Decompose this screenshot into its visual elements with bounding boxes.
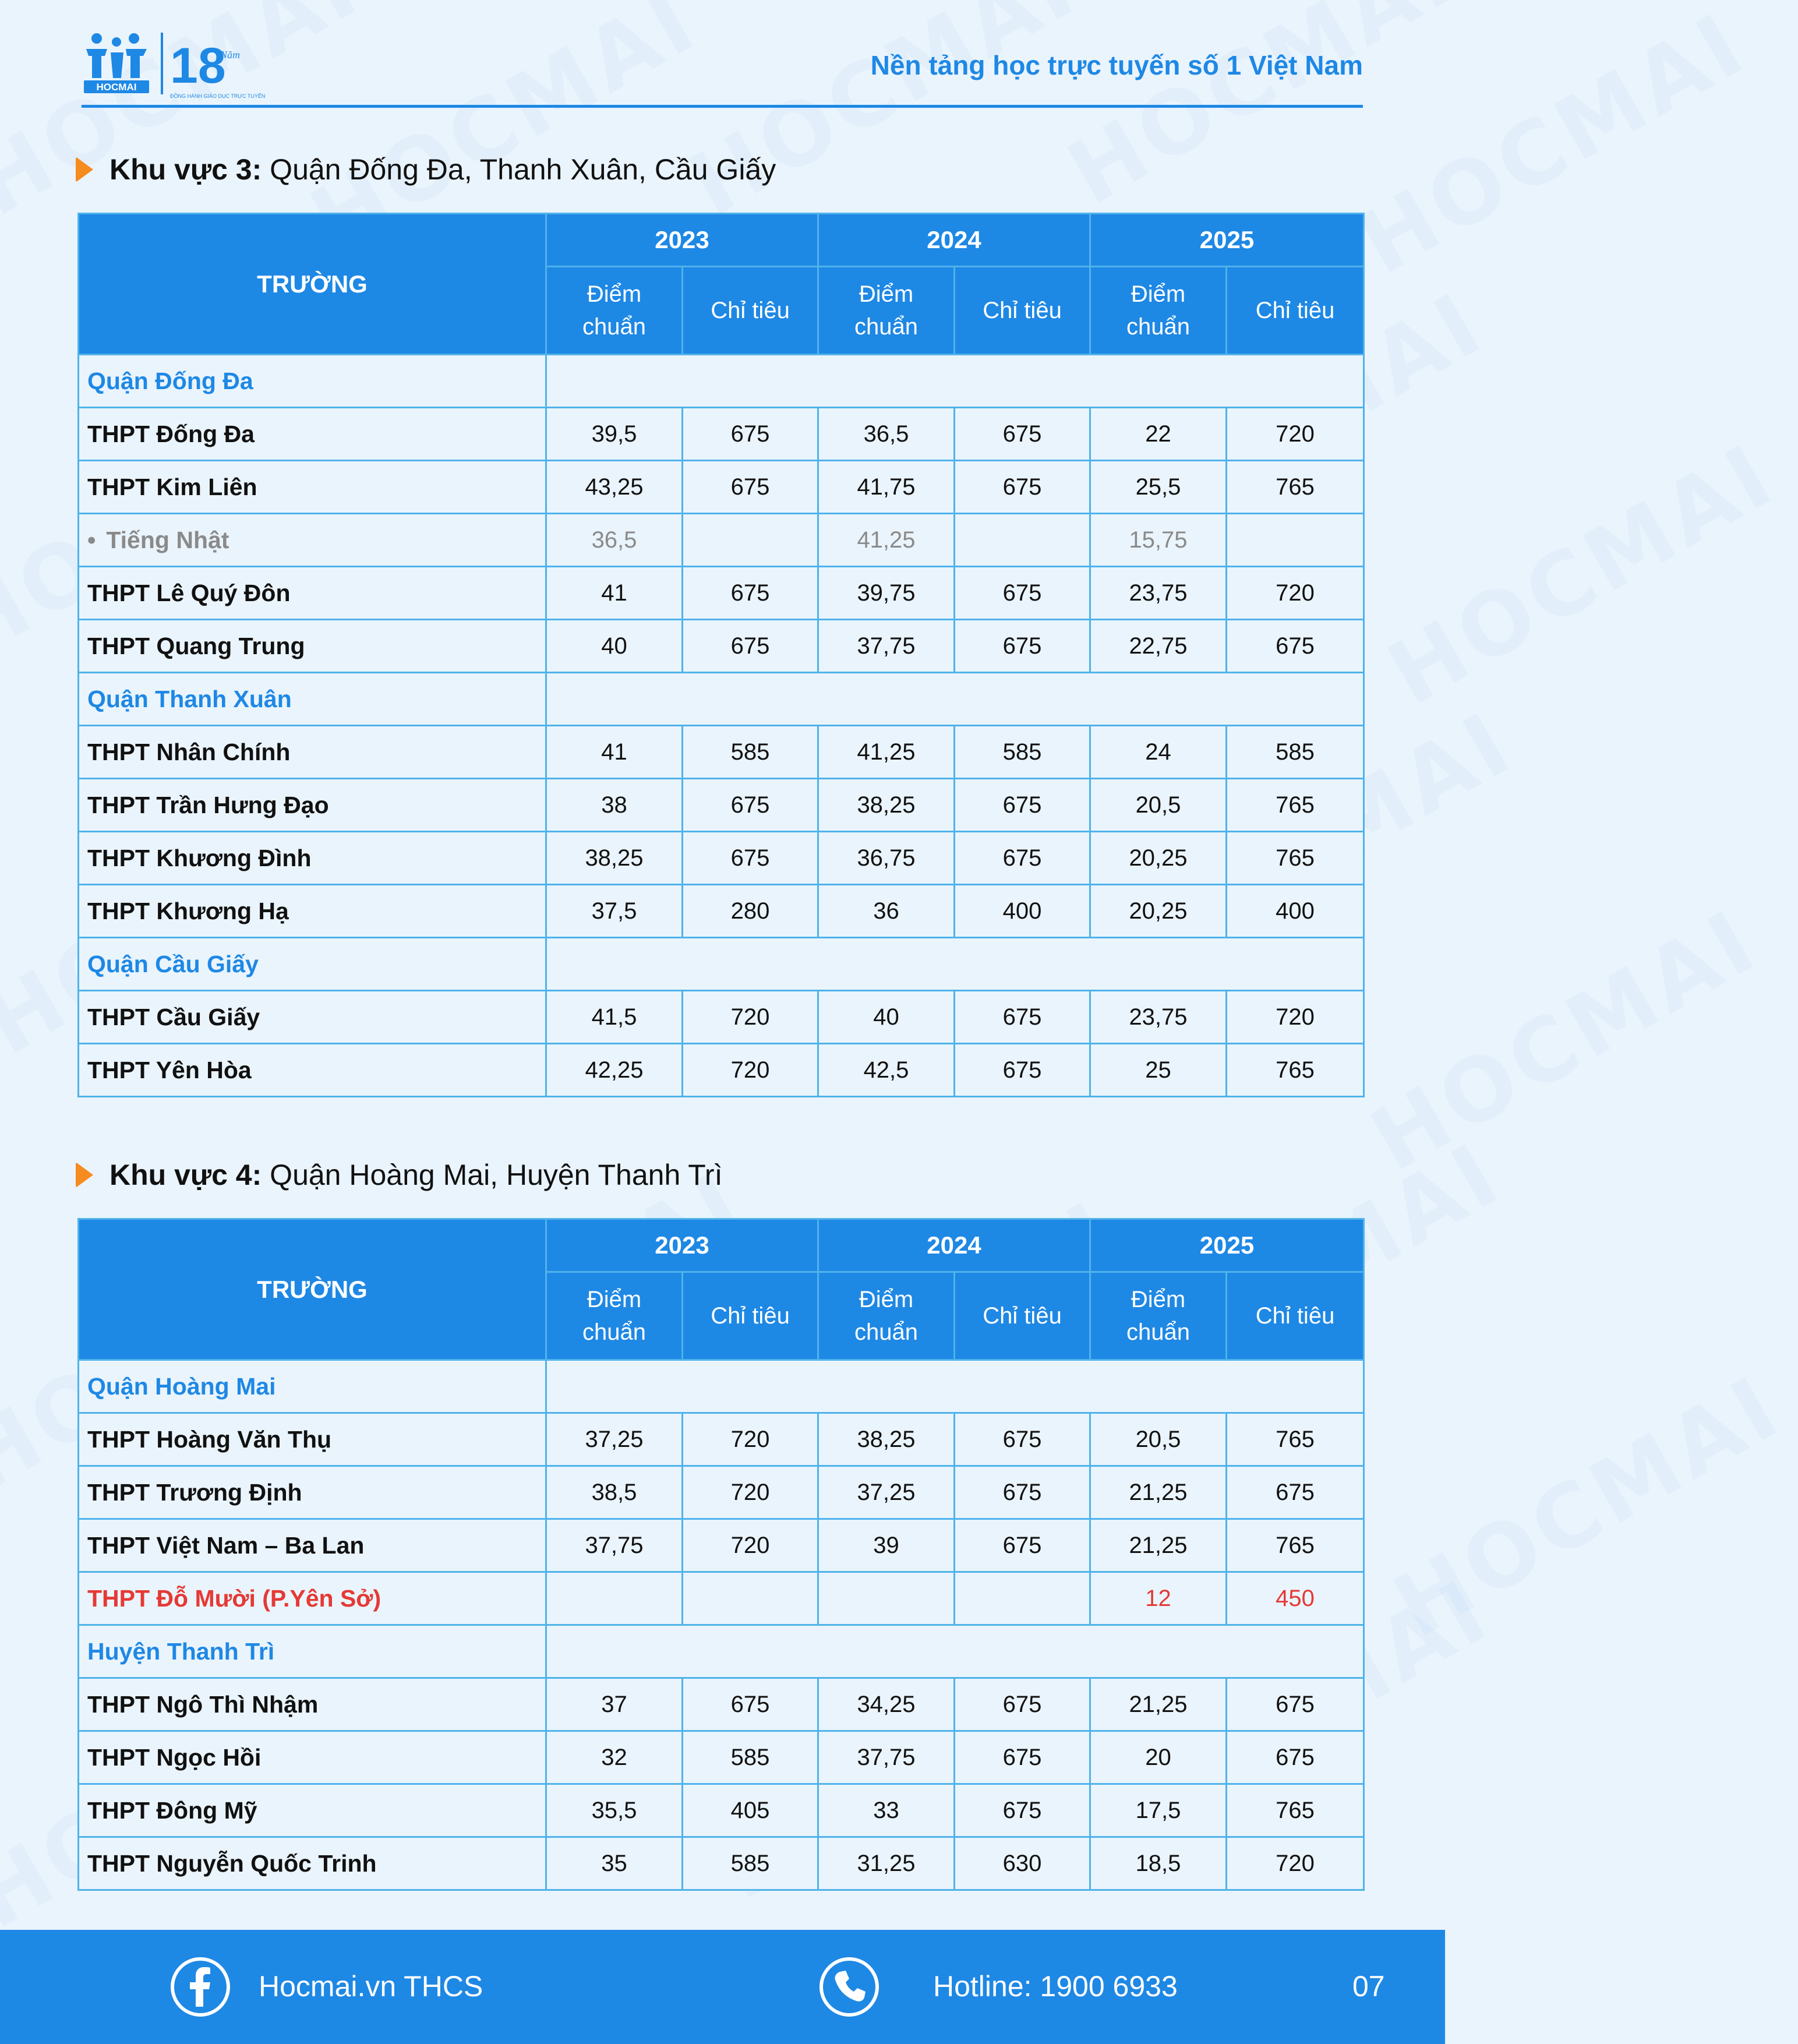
district-row bbox=[79, 1360, 1364, 1413]
school-name bbox=[79, 991, 546, 1044]
row-label: THPT Ngô Thì Nhậm bbox=[87, 1690, 319, 1718]
quota-cell: 675 bbox=[955, 620, 1090, 673]
watermark-text bbox=[1372, 425, 1792, 726]
score-cell: 35,5 bbox=[546, 1784, 683, 1837]
school-name bbox=[79, 1519, 546, 1572]
table-row bbox=[79, 1678, 1364, 1731]
quota-cell: 720 bbox=[1227, 991, 1364, 1044]
score-cell: 36,75 bbox=[818, 832, 955, 885]
table-row bbox=[79, 1466, 1364, 1519]
phone-icon[interactable] bbox=[819, 1957, 879, 2017]
row-label: Quận Cầu Giấy bbox=[87, 950, 259, 977]
quota-cell: 675 bbox=[1227, 1466, 1364, 1519]
score-cell: 36 bbox=[818, 885, 955, 938]
score-header-line1: Điểm bbox=[587, 281, 642, 307]
header-tagline: Nền tảng học trực tuyến số 1 Việt Nam bbox=[870, 50, 1363, 80]
table-row bbox=[79, 1044, 1364, 1097]
quota-cell: 765 bbox=[1227, 1784, 1364, 1837]
score-cell: 20,5 bbox=[1090, 779, 1227, 832]
row-label: THPT Đông Mỹ bbox=[87, 1796, 257, 1824]
page-footer bbox=[0, 1930, 1445, 2044]
score-cell: 37,75 bbox=[818, 1731, 955, 1784]
quota-cell: 765 bbox=[1227, 1413, 1364, 1466]
quota-cell: 675 bbox=[1227, 1678, 1364, 1731]
quota-cell: 675 bbox=[955, 567, 1090, 620]
district-row bbox=[79, 673, 1364, 726]
empty-cell bbox=[546, 1360, 1364, 1413]
row-label: THPT Quang Trung bbox=[87, 632, 305, 659]
page-number: 07 bbox=[1352, 1970, 1385, 2003]
score-cell: 41,5 bbox=[546, 991, 683, 1044]
quota-cell: 630 bbox=[955, 1837, 1090, 1890]
year-header: 2024 bbox=[818, 1219, 1090, 1272]
district-name bbox=[79, 938, 546, 991]
quota-cell: 720 bbox=[683, 1519, 818, 1572]
score-cell: 38,25 bbox=[546, 832, 683, 885]
hocmai-logo bbox=[82, 29, 266, 105]
empty-cell bbox=[546, 938, 1364, 991]
score-cell: 40 bbox=[818, 991, 955, 1044]
school-name bbox=[79, 726, 546, 779]
school-name bbox=[79, 620, 546, 673]
quota-cell: 765 bbox=[1227, 779, 1364, 832]
table-row bbox=[79, 514, 1364, 567]
score-cell: 20,5 bbox=[1090, 1413, 1227, 1466]
table-row bbox=[79, 1837, 1364, 1890]
row-label: THPT Trương Định bbox=[87, 1478, 302, 1506]
table-row bbox=[79, 461, 1364, 514]
quota-cell: 405 bbox=[683, 1784, 818, 1837]
school-name bbox=[79, 1784, 546, 1837]
score-cell: 35 bbox=[546, 1837, 683, 1890]
header-divider bbox=[82, 105, 1363, 108]
score-cell: 41 bbox=[546, 567, 683, 620]
year-header: 2023 bbox=[546, 214, 818, 267]
school-name bbox=[79, 461, 546, 514]
score-cell: 36,5 bbox=[546, 514, 683, 567]
score-cell: 36,5 bbox=[818, 408, 955, 461]
quota-cell: 675 bbox=[955, 991, 1090, 1044]
row-label: THPT Đống Đa bbox=[87, 420, 255, 447]
quota-cell bbox=[683, 514, 818, 567]
quota-cell: 720 bbox=[683, 991, 818, 1044]
table-row bbox=[79, 1519, 1364, 1572]
year-header: 2023 bbox=[546, 1219, 818, 1272]
year-header: 2024 bbox=[818, 214, 1090, 267]
row-label: Huyện Thanh Trì bbox=[87, 1637, 275, 1665]
empty-cell bbox=[546, 355, 1364, 408]
quota-cell: 675 bbox=[683, 620, 818, 673]
table-row bbox=[79, 1572, 1364, 1625]
row-label: THPT Việt Nam – Ba Lan bbox=[87, 1531, 365, 1559]
score-cell: 39,75 bbox=[818, 567, 955, 620]
facebook-link[interactable]: Hocmai.vn THCS bbox=[259, 1970, 483, 2003]
quota-cell: 720 bbox=[1227, 408, 1364, 461]
school-column-header: TRƯỜNG bbox=[79, 1219, 546, 1360]
section-label: Khu vực 4: bbox=[109, 1159, 262, 1191]
score-cell: 37,25 bbox=[546, 1413, 683, 1466]
quota-column-header: Chỉ tiêu bbox=[1227, 1272, 1364, 1360]
score-cell bbox=[818, 1572, 955, 1625]
score-cell: 37,75 bbox=[546, 1519, 683, 1572]
row-label: Quận Đống Đa bbox=[87, 367, 253, 394]
logo-years-number: 18 bbox=[170, 38, 226, 94]
score-header-line2: chuẩn bbox=[582, 314, 646, 340]
quota-cell: 675 bbox=[683, 779, 818, 832]
row-label: THPT Kim Liên bbox=[87, 473, 257, 500]
score-header-line1: Điểm bbox=[587, 1287, 642, 1312]
score-cell: 22 bbox=[1090, 408, 1227, 461]
table-row bbox=[79, 1784, 1364, 1837]
quota-cell: 585 bbox=[683, 1837, 818, 1890]
empty-cell bbox=[546, 673, 1364, 726]
quota-cell: 675 bbox=[955, 461, 1090, 514]
quota-column-header: Chỉ tiêu bbox=[683, 267, 818, 355]
quota-cell: 400 bbox=[955, 885, 1090, 938]
quota-cell: 450 bbox=[1227, 1572, 1364, 1625]
quota-cell: 675 bbox=[1227, 620, 1364, 673]
watermark-text bbox=[1378, 1357, 1798, 1658]
score-cell: 20 bbox=[1090, 1731, 1227, 1784]
score-cell: 37,75 bbox=[818, 620, 955, 673]
quota-cell: 675 bbox=[955, 1678, 1090, 1731]
score-cell: 41,25 bbox=[818, 514, 955, 567]
quota-cell: 675 bbox=[955, 1413, 1090, 1466]
school-name bbox=[79, 408, 546, 461]
quota-cell: 585 bbox=[1227, 726, 1364, 779]
empty-cell bbox=[546, 1625, 1364, 1678]
score-column-header bbox=[1090, 267, 1227, 355]
quota-cell bbox=[1227, 514, 1364, 567]
arrow-bullet-icon bbox=[76, 157, 93, 182]
quota-cell: 585 bbox=[955, 726, 1090, 779]
score-cell: 39,5 bbox=[546, 408, 683, 461]
score-cell: 38 bbox=[546, 779, 683, 832]
quota-cell: 675 bbox=[683, 832, 818, 885]
score-cell: 42,25 bbox=[546, 1044, 683, 1097]
hotline-text[interactable]: Hotline: 1900 6933 bbox=[933, 1970, 1178, 2003]
district-name bbox=[79, 673, 546, 726]
score-header-line2: chuẩn bbox=[1126, 1319, 1190, 1345]
quota-cell: 675 bbox=[955, 779, 1090, 832]
watermark-text bbox=[1343, 0, 1763, 294]
quota-cell: 675 bbox=[683, 461, 818, 514]
score-column-header bbox=[818, 267, 955, 355]
score-cell: 31,25 bbox=[818, 1837, 955, 1890]
score-cell: 37,25 bbox=[818, 1466, 955, 1519]
district-row bbox=[79, 355, 1364, 408]
score-cell bbox=[546, 1572, 683, 1625]
table-row bbox=[79, 726, 1364, 779]
score-cell: 42,5 bbox=[818, 1044, 955, 1097]
table-row bbox=[79, 620, 1364, 673]
score-header-line1: Điểm bbox=[1131, 1287, 1186, 1312]
district-name bbox=[79, 1625, 546, 1678]
row-label: THPT Đỗ Mười (P.Yên Sở) bbox=[87, 1584, 381, 1612]
logo-subtitle: ĐỒNG HÀNH GIÁO DỤC TRỰC TUYẾN bbox=[170, 93, 266, 99]
row-label: THPT Hoàng Văn Thụ bbox=[87, 1425, 332, 1453]
score-cell: 33 bbox=[818, 1784, 955, 1837]
score-cell: 21,25 bbox=[1090, 1519, 1227, 1572]
district-name bbox=[79, 355, 546, 408]
quota-cell bbox=[683, 1572, 818, 1625]
quota-cell: 675 bbox=[955, 1784, 1090, 1837]
score-cell: 40 bbox=[546, 620, 683, 673]
score-cell: 24 bbox=[1090, 726, 1227, 779]
row-label: THPT Khương Đình bbox=[87, 844, 312, 871]
score-header-line2: chuẩn bbox=[854, 314, 918, 340]
quota-cell: 765 bbox=[1227, 461, 1364, 514]
score-cell: 25,5 bbox=[1090, 461, 1227, 514]
school-name bbox=[79, 1466, 546, 1519]
quota-cell: 675 bbox=[955, 1044, 1090, 1097]
quota-cell: 765 bbox=[1227, 832, 1364, 885]
score-cell: 20,25 bbox=[1090, 832, 1227, 885]
quota-cell: 280 bbox=[683, 885, 818, 938]
score-cell: 38,25 bbox=[818, 779, 955, 832]
score-cell: 37 bbox=[546, 1678, 683, 1731]
quota-cell: 720 bbox=[683, 1466, 818, 1519]
district-row bbox=[79, 938, 1364, 991]
quota-cell: 675 bbox=[683, 567, 818, 620]
table-row bbox=[79, 885, 1364, 938]
school-name bbox=[79, 832, 546, 885]
score-header-line2: chuẩn bbox=[854, 1319, 918, 1345]
score-table-area-4 bbox=[77, 1218, 1365, 1891]
row-label: THPT Nhân Chính bbox=[87, 738, 291, 765]
quota-cell: 675 bbox=[955, 408, 1090, 461]
quota-cell: 675 bbox=[955, 1466, 1090, 1519]
quota-cell: 720 bbox=[1227, 567, 1364, 620]
score-cell: 15,75 bbox=[1090, 514, 1227, 567]
score-cell: 20,25 bbox=[1090, 885, 1227, 938]
score-cell: 39 bbox=[818, 1519, 955, 1572]
quota-cell: 585 bbox=[683, 726, 818, 779]
score-cell: 34,25 bbox=[818, 1678, 955, 1731]
school-name bbox=[79, 885, 546, 938]
score-cell: 21,25 bbox=[1090, 1466, 1227, 1519]
quota-cell: 675 bbox=[955, 1519, 1090, 1572]
logo-brand-text: HOCMAI bbox=[96, 82, 137, 93]
score-header-line1: Điểm bbox=[859, 1287, 914, 1312]
score-cell: 17,5 bbox=[1090, 1784, 1227, 1837]
section-label: Khu vực 3: bbox=[109, 153, 262, 186]
table-row bbox=[79, 832, 1364, 885]
school-name bbox=[79, 567, 546, 620]
quota-column-header: Chỉ tiêu bbox=[1227, 267, 1364, 355]
table-row bbox=[79, 1731, 1364, 1784]
score-column-header bbox=[546, 1272, 683, 1360]
row-label: THPT Ngọc Hồi bbox=[87, 1743, 262, 1771]
score-cell: 32 bbox=[546, 1731, 683, 1784]
score-cell: 21,25 bbox=[1090, 1678, 1227, 1731]
quota-cell: 765 bbox=[1227, 1044, 1364, 1097]
table-row bbox=[79, 567, 1364, 620]
quota-cell: 585 bbox=[683, 1731, 818, 1784]
quota-cell bbox=[955, 1572, 1090, 1625]
score-cell: 43,25 bbox=[546, 461, 683, 514]
score-cell: 23,75 bbox=[1090, 567, 1227, 620]
row-label: Tiếng Nhật bbox=[106, 526, 229, 553]
table-row bbox=[79, 1413, 1364, 1466]
score-cell: 12 bbox=[1090, 1572, 1227, 1625]
school-name bbox=[79, 1572, 546, 1625]
school-name bbox=[79, 1837, 546, 1890]
score-cell: 25 bbox=[1090, 1044, 1227, 1097]
row-label: THPT Lê Quý Đôn bbox=[87, 579, 291, 606]
score-header-line2: chuẩn bbox=[1126, 314, 1190, 340]
score-cell: 37,5 bbox=[546, 885, 683, 938]
score-cell: 38,25 bbox=[818, 1413, 955, 1466]
score-header-line2: chuẩn bbox=[582, 1319, 646, 1345]
score-column-header bbox=[546, 267, 683, 355]
quota-cell: 720 bbox=[683, 1044, 818, 1097]
section-title-area-4 bbox=[76, 1158, 722, 1192]
score-header-line1: Điểm bbox=[1131, 281, 1186, 307]
table-row bbox=[79, 991, 1364, 1044]
score-cell: 38,5 bbox=[546, 1466, 683, 1519]
table-row bbox=[79, 408, 1364, 461]
school-name bbox=[79, 779, 546, 832]
score-cell: 41,25 bbox=[818, 726, 955, 779]
facebook-icon[interactable] bbox=[170, 1957, 231, 2017]
score-cell: 23,75 bbox=[1090, 991, 1227, 1044]
row-label: THPT Khương Hạ bbox=[87, 897, 289, 924]
quota-cell: 675 bbox=[955, 1731, 1090, 1784]
school-name: • Tiếng Nhật bbox=[79, 514, 546, 567]
quota-cell: 675 bbox=[1227, 1731, 1364, 1784]
row-label: THPT Yên Hòa bbox=[87, 1056, 252, 1083]
score-cell: 22,75 bbox=[1090, 620, 1227, 673]
score-column-header bbox=[1090, 1272, 1227, 1360]
score-table-area-3 bbox=[77, 213, 1365, 1097]
quota-cell: 720 bbox=[683, 1413, 818, 1466]
section-title-text: Quận Hoàng Mai, Huyện Thanh Trì bbox=[270, 1159, 723, 1191]
quota-cell: 675 bbox=[683, 408, 818, 461]
quota-cell: 675 bbox=[955, 832, 1090, 885]
score-cell: 41 bbox=[546, 726, 683, 779]
logo-years-word: Năm bbox=[220, 49, 241, 61]
school-name bbox=[79, 1731, 546, 1784]
district-name bbox=[79, 1360, 546, 1413]
quota-cell: 765 bbox=[1227, 1519, 1364, 1572]
row-label: Quận Hoàng Mai bbox=[87, 1372, 276, 1400]
quota-cell: 720 bbox=[1227, 1837, 1364, 1890]
school-name bbox=[79, 1678, 546, 1731]
page-header bbox=[82, 23, 1363, 111]
score-cell: 18,5 bbox=[1090, 1837, 1227, 1890]
year-header: 2025 bbox=[1090, 214, 1364, 267]
quota-cell: 400 bbox=[1227, 885, 1364, 938]
score-column-header bbox=[818, 1272, 955, 1360]
quota-column-header: Chỉ tiêu bbox=[955, 1272, 1090, 1360]
row-label: THPT Cầu Giấy bbox=[87, 1003, 260, 1030]
row-label: Quận Thanh Xuân bbox=[87, 685, 292, 712]
district-row bbox=[79, 1625, 1364, 1678]
section-title-text: Quận Đống Đa, Thanh Xuân, Cầu Giấy bbox=[270, 153, 776, 186]
score-cell: 41,75 bbox=[818, 461, 955, 514]
quota-column-header: Chỉ tiêu bbox=[955, 267, 1090, 355]
table-row bbox=[79, 779, 1364, 832]
score-header-line1: Điểm bbox=[859, 281, 914, 307]
row-label: THPT Trần Hưng Đạo bbox=[87, 791, 329, 818]
watermark-text bbox=[1355, 891, 1775, 1192]
arrow-bullet-icon bbox=[76, 1162, 93, 1188]
quota-cell bbox=[955, 514, 1090, 567]
school-column-header: TRƯỜNG bbox=[79, 214, 546, 355]
school-name bbox=[79, 1044, 546, 1097]
row-label: THPT Nguyễn Quốc Trinh bbox=[87, 1849, 377, 1877]
quota-cell: 675 bbox=[683, 1678, 818, 1731]
school-name bbox=[79, 1413, 546, 1466]
section-title-area-3 bbox=[76, 153, 776, 186]
year-header: 2025 bbox=[1090, 1219, 1364, 1272]
quota-column-header: Chỉ tiêu bbox=[683, 1272, 818, 1360]
